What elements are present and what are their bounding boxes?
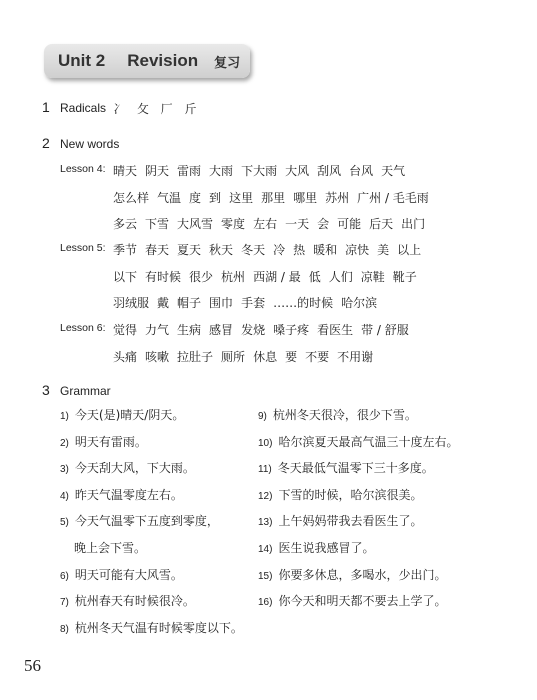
grammar-item — [60, 619, 243, 636]
vocab-word: 那里 — [261, 190, 286, 205]
grammar-item — [60, 512, 219, 529]
section-2-number: 2 — [42, 135, 50, 151]
grammar-item-number: 14) — [258, 544, 273, 555]
vocab-word: 夏天 — [177, 243, 202, 257]
grammar-item-number: 3) — [60, 464, 69, 476]
vocab-word: 要 — [285, 349, 298, 364]
vocab-word: 出门 — [401, 217, 426, 231]
grammar-item-text: 晚上会下雪。 — [74, 541, 147, 555]
vocab-word: 感冒 — [209, 323, 234, 337]
vocab-word: 生病 — [177, 323, 202, 337]
vocab-word: 怎么样 — [113, 190, 150, 205]
vocab-word: 刮风 — [317, 164, 342, 178]
grammar-item-text: 你今天和明天都不要去上学了。 — [278, 594, 447, 609]
vocab-word: 大风 — [285, 164, 310, 178]
vocab-word: 雷雨 — [177, 164, 202, 178]
vocab-word: 下雪 — [145, 217, 170, 231]
vocab-word: 以下 — [113, 269, 138, 284]
vocab-word: 季节 — [113, 243, 138, 257]
vocab-word: 手套 — [241, 296, 266, 310]
grammar-item — [60, 486, 183, 503]
vocab-word: 羽绒服 — [113, 296, 150, 310]
vocab-word: 很少 — [189, 269, 214, 284]
vocab-word: 到 — [209, 190, 222, 205]
vocab-word: 厕所 — [221, 349, 246, 364]
section-1-title: Radicals — [60, 101, 107, 115]
vocab-word: 觉得 — [113, 323, 138, 337]
vocab-word: 美 — [377, 243, 390, 257]
vocab-word: 阴天 — [145, 164, 170, 178]
grammar-item-number: 16) — [258, 597, 273, 609]
grammar-item — [258, 566, 446, 583]
vocab-word: 杭州 — [221, 269, 246, 284]
grammar-item — [60, 433, 147, 450]
vocab-word: 头痛 — [113, 349, 138, 364]
vocab-word: 拉肚子 — [177, 349, 214, 364]
vocab-word: 哈尔滨 — [341, 296, 378, 310]
grammar-item-number: 4) — [60, 490, 69, 502]
grammar-item-text: 昨天气温零度左右。 — [74, 487, 183, 502]
section-3-title: Grammar — [60, 384, 111, 398]
grammar-item-text: 今天气温零下五度到零度， — [74, 514, 219, 529]
vocab-word: 看医生 — [317, 323, 354, 337]
grammar-item-text: 今天刮大风，下大雨。 — [74, 461, 195, 476]
unit-title: Revision — [127, 51, 199, 70]
vocab-word: 不用谢 — [337, 349, 374, 364]
word-line — [113, 321, 417, 338]
grammar-item-number: 2) — [60, 437, 69, 449]
vocab-word: 不要 — [305, 349, 330, 364]
grammar-item-number: 6) — [60, 570, 69, 582]
section-1-number: 1 — [42, 99, 50, 115]
vocab-word: 可能 — [337, 217, 362, 231]
grammar-item-number: 11) — [258, 464, 272, 476]
grammar-item — [258, 459, 434, 476]
grammar-item — [258, 539, 374, 556]
vocab-word: 暖和 — [313, 243, 338, 257]
lesson-label: Lesson 4: — [60, 163, 106, 175]
grammar-item — [258, 486, 422, 503]
grammar-item-number: 12) — [258, 490, 273, 502]
vocab-word: 低 — [308, 269, 321, 284]
grammar-item — [258, 592, 446, 609]
vocab-word: 热 — [293, 243, 306, 257]
grammar-item — [258, 433, 458, 450]
vocab-word: 冷 — [273, 243, 286, 257]
grammar-item — [74, 539, 146, 556]
grammar-item-number: 9) — [258, 411, 267, 422]
word-line — [113, 268, 425, 285]
grammar-item-number: 7) — [60, 597, 69, 609]
vocab-word: 力气 — [145, 323, 170, 337]
grammar-item-text: 杭州冬天气温有时候零度以下。 — [74, 620, 243, 635]
vocab-word: 帽子 — [177, 296, 202, 310]
grammar-item-number: 15) — [258, 570, 273, 582]
vocab-word: 这里 — [229, 190, 254, 205]
vocab-word: 晴天 — [113, 164, 138, 178]
section-2-title: New words — [60, 137, 120, 151]
vocab-word: 下大雨 — [241, 164, 278, 178]
vocab-word: 以上 — [397, 243, 422, 257]
grammar-item — [60, 592, 195, 609]
vocab-word: 气温 — [157, 190, 182, 205]
vocab-word: 会 — [317, 217, 330, 231]
vocab-word: 嗓子疼 — [273, 323, 310, 337]
vocab-word: 一天 — [285, 217, 310, 231]
vocab-word: 带 / 舒服 — [361, 323, 409, 337]
grammar-item-text: 冬天最低气温零下三十多度。 — [277, 461, 434, 476]
grammar-item-text: 下雪的时候，哈尔滨很美。 — [278, 487, 423, 502]
grammar-item-text: 杭州冬天很冷，很少下雪。 — [272, 408, 417, 422]
grammar-item — [258, 512, 422, 529]
grammar-item-text: 医生说我感冒了。 — [278, 541, 375, 555]
grammar-item-text: 哈尔滨夏天最高气温三十度左右。 — [278, 434, 459, 449]
vocab-word: 广州 / 毛毛雨 — [357, 190, 429, 205]
unit-label: Unit 2 — [58, 51, 106, 70]
vocab-word: 哪里 — [293, 190, 318, 205]
vocab-word: 人们 — [328, 269, 353, 284]
grammar-item — [258, 406, 417, 423]
vocab-word: 戴 — [157, 296, 170, 310]
word-line — [113, 189, 437, 206]
grammar-item-text: 明天可能有大风雪。 — [74, 567, 183, 582]
vocab-word: 天气 — [381, 164, 406, 178]
vocab-word: 春天 — [145, 243, 170, 257]
word-line — [113, 241, 429, 258]
grammar-item-text: 你要多休息，多喝水，少出门。 — [278, 567, 447, 582]
grammar-item — [60, 459, 195, 476]
vocab-word: 围巾 — [209, 296, 234, 310]
vocab-word: 大风雪 — [177, 217, 214, 231]
vocab-word: 冬天 — [241, 243, 266, 257]
word-line — [113, 348, 381, 365]
vocab-word: 靴子 — [392, 269, 417, 284]
section-3-number: 3 — [42, 382, 50, 398]
vocab-word: 苏州 — [325, 190, 350, 205]
grammar-item-number: 1) — [60, 411, 69, 422]
grammar-item-number: 13) — [258, 517, 273, 529]
vocab-word: ……的时候 — [273, 296, 334, 310]
vocab-word: 秋天 — [209, 243, 234, 257]
vocab-word: 西湖 / 最 — [253, 269, 301, 284]
vocab-word: 发烧 — [241, 323, 266, 337]
vocab-word: 大雨 — [209, 164, 234, 178]
word-line — [113, 215, 433, 232]
vocab-word: 左右 — [253, 217, 278, 231]
grammar-item-text: 杭州春天有时候很冷。 — [74, 594, 195, 609]
word-line — [113, 294, 385, 311]
vocab-word: 多云 — [113, 217, 138, 231]
vocab-word: 休息 — [253, 349, 278, 364]
lesson-label: Lesson 5: — [60, 242, 106, 254]
grammar-item — [60, 566, 183, 583]
grammar-item-number: 10) — [258, 437, 273, 449]
vocab-word: 凉鞋 — [360, 269, 385, 284]
grammar-item — [60, 406, 184, 423]
unit-banner — [44, 44, 250, 78]
radicals-list: 冫 攵 厂 斤 — [113, 102, 201, 116]
grammar-item-number: 5) — [60, 517, 69, 529]
vocab-word: 后天 — [369, 217, 394, 231]
word-line — [113, 162, 413, 179]
vocab-word: 咳嗽 — [145, 349, 170, 364]
unit-title-cn: 复习 — [214, 55, 241, 71]
grammar-item-number: 8) — [60, 623, 69, 635]
lesson-label: Lesson 6: — [60, 322, 106, 334]
page-number: 56 — [24, 656, 41, 675]
vocab-word: 零度 — [221, 217, 246, 231]
grammar-item-text: 今天(是)晴天/阴天。 — [74, 408, 185, 422]
grammar-item-text: 明天有雷雨。 — [74, 434, 147, 449]
grammar-item-text: 上午妈妈带我去看医生了。 — [278, 514, 423, 529]
vocab-word: 有时候 — [145, 269, 182, 284]
vocab-word: 凉快 — [345, 243, 370, 257]
vocab-word: 度 — [189, 190, 202, 205]
vocab-word: 台风 — [349, 164, 374, 178]
